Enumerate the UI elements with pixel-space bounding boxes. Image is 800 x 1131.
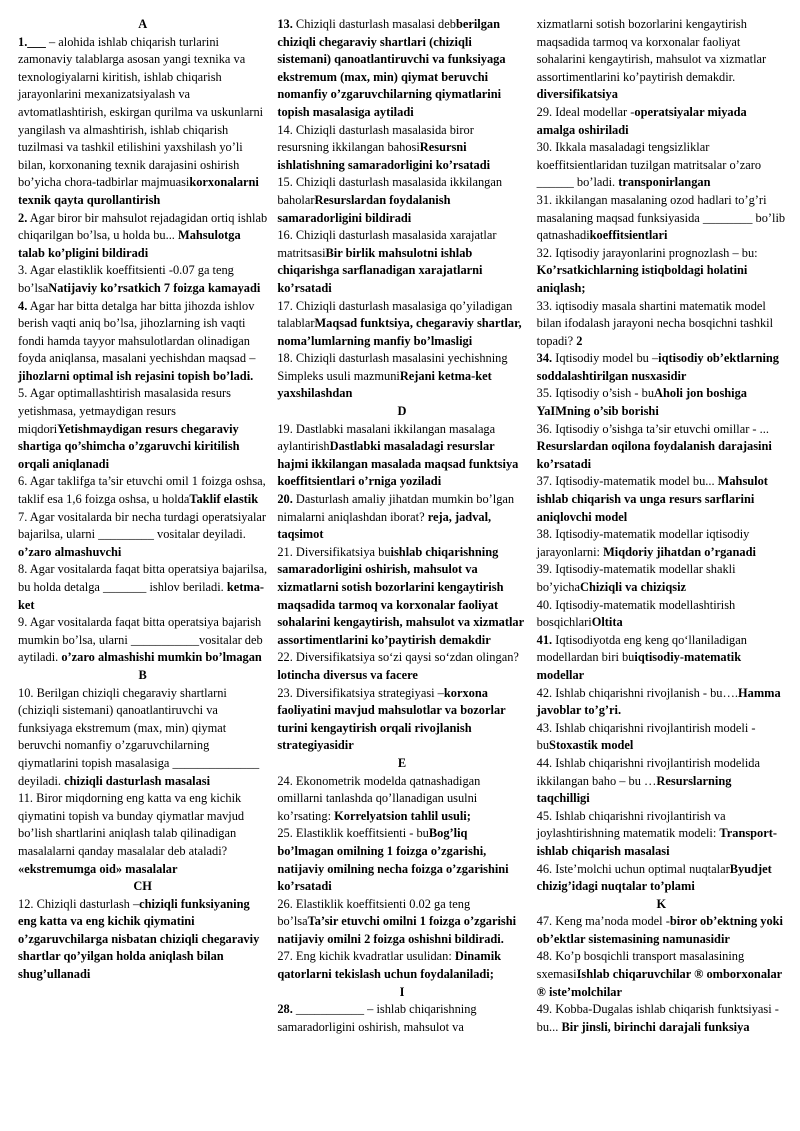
column-middle	[277, 16, 526, 1131]
question-item	[18, 509, 267, 562]
answer-text: Bir jinsli, birinchi darajali funksiya	[561, 1019, 750, 1034]
question-text: 31. ikkilangan masalaning ozod hadlari to’g’ri masalaning maqsad funksiyasida ________ bo’lib qatnashadi	[536, 192, 786, 243]
answer-text: Bog’liq bo’lmagan omilning 1 foizga o’zgarishi, natijaviy omilning necha foizga o’zgarishini ko’rsatadi	[277, 826, 509, 894]
question-item	[537, 913, 786, 948]
answer-text: 13.	[277, 17, 293, 31]
question-item	[18, 385, 267, 473]
question-item	[277, 421, 526, 491]
question-text: 3. Agar elastiklik koeffitsienti -0.07 ga teng bo’lsa	[18, 263, 234, 295]
question-text: 16. Chiziqli dasturlash masalasida xarajatlar matritsasi	[277, 228, 497, 260]
question-item	[277, 685, 526, 755]
answer-text: Natijaviy ko’rsatkich 7 foizga kamayadi	[48, 280, 261, 295]
question-item	[18, 685, 267, 791]
question-text: Chiziqli dasturlash masalasi deb	[292, 17, 456, 31]
column-right	[537, 16, 786, 1131]
question-item	[277, 298, 526, 351]
question-text: 25. Elastiklik koeffitsienti - bu	[277, 826, 429, 841]
question-item	[277, 948, 526, 983]
question-item	[537, 473, 786, 526]
answer-text: Taklif elastik	[189, 492, 259, 507]
question-text: 46. Iste’molchi uchun optimal nuqtalar	[536, 861, 730, 876]
question-item	[537, 104, 786, 139]
question-item	[277, 773, 526, 826]
answer-text: Resursni ishlatishning samaradorligini ko’rsatadi	[277, 140, 491, 172]
question-text: 17. Chiziqli dasturlash masalasiga qo’yiladigan talablar	[277, 298, 513, 331]
answer-text: Miqdoriy jihatdan o’rganadi	[603, 544, 756, 559]
question-item	[537, 561, 786, 596]
question-item	[277, 227, 526, 297]
answer-text: ishlab chiqarishning samaradorligini oshirish, mahsulot va xizmatlarni sotish bozorlarini kengaytirish maqsadida tarmoq va korxonalar faoliyat sohalarini kengaytirish, mahsulot va xizmatlar assortimentlarini ko’paytirish demakdir	[277, 544, 524, 647]
section-letter-heading: D	[397, 404, 407, 419]
question-text: 48. Ko’p bosqichli transport masalasining sxemasi	[536, 949, 745, 982]
question-text: 27. Eng kichik kvadratlar usulidan:	[277, 949, 455, 964]
question-text: 19. Dastlabki masalani ikkilangan masalaga aylantirish	[277, 421, 496, 454]
question-text: Iqtisodiyotda eng keng qo‘llaniladigan modellardan biri bu	[536, 632, 747, 665]
answer-text: korxona faoliyatini mavjud mahsulotlar va bozorlar turini kengaytirish orqali rivojlanish strategiyasidir	[277, 685, 506, 753]
question-item	[537, 16, 786, 104]
answer-text: Yetishmaydigan resurs chegaraviy shartiga qo’shimcha o’zgaruvchi kiritilish orqali aniqlanadi	[18, 421, 240, 471]
answer-text: Korrelyatsion tahlil usuli;	[334, 808, 471, 823]
question-item	[537, 597, 786, 632]
answer-text: Resurslardan foydalanish samaradorligini bildiradi	[277, 192, 451, 225]
question-text: 44. Ishlab chiqarishni rivojlantirish modelida ikkilangan baho – bu …	[536, 755, 760, 788]
section-letter-heading: B	[138, 667, 147, 682]
question-item	[18, 210, 267, 263]
answer-text: transponirlangan	[618, 175, 711, 190]
answer-text: iqtisodiy ob’ektlarning soddalashtirilgan nusxasidir	[536, 351, 780, 383]
answer-text: Hamma javoblar to’g’ri.	[536, 685, 781, 718]
question-text: ___________ – ishlab chiqarishning samaradorligini oshirish, mahsulot va	[277, 1002, 477, 1034]
question-item	[537, 1001, 786, 1036]
question-item	[18, 34, 267, 210]
question-item	[537, 685, 786, 720]
answer-text: koeffitsientlari	[589, 228, 668, 243]
answer-text: jihozlarni optimal ish rejasini topish bo’ladi.	[18, 368, 254, 383]
answer-text: 2.	[18, 210, 28, 225]
question-item	[537, 139, 786, 192]
question-text: 9. Agar vositalarda faqat bitta operatsiya bajarish mumkin bo’lsa, ularni ___________vositalar deb aytiladi.	[18, 615, 263, 665]
question-text: 29. Ideal modellar -	[536, 104, 635, 119]
answer-text: 28.	[277, 1002, 293, 1017]
question-text: 38. Iqtisodiy-matematik modellar iqtisodiy jarayonlarni:	[536, 527, 750, 559]
question-text: 43. Ishlab chiqarishni rivojlantirish modeli - bu	[536, 720, 756, 753]
question-text: 37. Iqtisodiy-matematik model bu...	[536, 474, 718, 489]
question-text: xizmatlarni sotish bozorlarini kengaytirish maqsadida tarmoq va korxonalar faoliyat sohalarini kengaytirish, mahsulot va xizmatlar assortimentlarini ko’paytirish demakdir.	[536, 17, 767, 84]
question-item	[537, 808, 786, 861]
answer-text: Stoxastik model	[549, 738, 634, 753]
question-item	[537, 245, 786, 298]
question-item	[537, 948, 786, 1001]
answer-text: 20.	[277, 492, 293, 507]
answer-text: Ko’rsatkichlarning istiqboldagi holatini aniqlash;	[536, 263, 748, 295]
section-letter-heading: CH	[133, 879, 152, 894]
question-text: 33. iqtisodiy masala shartini matematik model bilan ifodalash jarayoni necha bosqichni tashkil topadi?	[536, 298, 774, 348]
question-text: 18. Chiziqli dasturlash masalasini yechishning Simpleks usuli mazmuni	[277, 351, 508, 383]
question-item	[18, 473, 267, 508]
question-item	[537, 755, 786, 808]
question-text: 49. Kobba-Dugalas ishlab chiqarish funktsiyasi - bu...	[536, 1002, 779, 1034]
question-text: Iqtisodiy model bu –	[552, 351, 659, 366]
question-item	[537, 350, 786, 385]
question-text: 36. Iqtisodiy o’sishga ta’sir etuvchi omillar - ...	[536, 421, 769, 436]
question-item	[18, 298, 267, 386]
answer-text: Resurslardan oqilona foydalanish darajasini ko’rsatadi	[536, 439, 772, 471]
question-item	[277, 16, 526, 122]
question-item	[277, 174, 526, 227]
answer-text: diversifikatsiya	[536, 87, 618, 102]
answer-text: «ekstremumga oid» masalalar	[18, 861, 178, 876]
answer-text: korxonalarni texnik qayta qurollantirish	[18, 175, 259, 207]
answer-text: o’zaro almashishi mumkin bo’lmagan	[61, 650, 262, 665]
answer-text: Dastlabki masaladagi resurslar hajmi ikkilangan masalada maqsad funktsiya koeffitsientlari o’rniga yoziladi	[277, 439, 519, 489]
question-item	[277, 350, 526, 403]
question-item	[277, 649, 526, 684]
question-text: 22. Diversifikatsiya so‘zi qaysi so‘zdan olingan?	[277, 650, 519, 665]
question-text: Agar biror bir mahsulot rejadagidan ortiq ishlab chiqarilgan bo’lsa, u holda bu...	[18, 210, 268, 243]
question-item	[277, 825, 526, 895]
answer-text: lotincha diversus va facere	[277, 667, 418, 682]
question-item	[537, 632, 786, 685]
question-text: 32. Iqtisodiy jarayonlarini prognozlash – bu:	[536, 245, 758, 260]
answer-text: Chiziqli va chiziqsiz	[580, 580, 687, 594]
answer-text: Aholi jon boshiga YaIMning o’sib borishi	[536, 386, 747, 419]
question-text: 11. Biror miqdorning eng katta va eng kichik qiymatini topish va bunday qiymatlar mavjud bo’lish shartlarini aniqlash talab qilinadigan masalalarni qanday masalalar deb ataladi?	[18, 791, 245, 858]
answer-text: Mahsulot ishlab chiqarish va unga resurs sarflarini aniqlovchi model	[536, 474, 768, 524]
question-item	[277, 122, 526, 175]
answer-text: Ta’sir etuvchi omilni 1 foizga o’zgarishi natijaviy omilni 2 foizga oshishni bildiradi.	[277, 914, 517, 946]
question-item	[537, 192, 786, 245]
question-text: 40. Iqtisodiy-matematik modellashtirish bosqichlari	[536, 597, 736, 630]
section-letter-heading: E	[397, 755, 407, 770]
question-item	[537, 385, 786, 420]
question-item	[18, 614, 267, 667]
answer-text: Oltita	[591, 615, 623, 630]
answer-text: biror ob’ektning yoki ob’ektlar sistemasining namunasidir	[536, 914, 783, 946]
question-text: 5. Agar optimallashtirish masalasida resurs yetishmasa, yetmaydigan resurs miqdori	[18, 386, 232, 436]
question-item	[18, 262, 267, 297]
question-item	[537, 720, 786, 755]
answer-text: ketma-ket	[18, 580, 265, 612]
question-item	[277, 896, 526, 949]
answer-text: 34.	[536, 351, 553, 366]
question-item	[277, 544, 526, 650]
answer-text: Resurslarning taqchilligi	[536, 773, 732, 806]
question-text: 21. Diversifikatsiya bu	[277, 544, 391, 559]
answer-text: 41.	[536, 632, 553, 647]
section-letter-heading: K	[656, 896, 667, 911]
question-text: 39. Iqtisodiy-matematik modellar shakli bo’yicha	[536, 562, 736, 594]
question-item	[18, 561, 267, 614]
question-text: 10. Berilgan chiziqli chegaraviy shartlarni (chiziqli sistemani) qanoatlantiruvchi va funksiyaga ekstremum (max, min) qiymat beruvchi nomanfiy o’zgaruvchilarning qiymatlarini topish masalasiga ______________ deyiladi.	[18, 685, 260, 788]
question-item	[277, 491, 526, 544]
question-text: – alohida ishlab chiqarish turlarini zamonaviy talablarga asosan yangi texnika va texnologiyalarni kiritish, ishlab chiqarish jarayonlarini mexanizatsiyalash va avtomatlashtirish, eskirgan qurilma va uskunlarni yangilash va almashtirish, ishlab chiqarish tuzilmasi va tashkil etilishini yaxshilash yo’li bilan, korxonaning texnik darajasini oshirish bo’yicha chora-tadbirlar majmuasi	[18, 34, 264, 190]
question-text: 42. Ishlab chiqarishni rivojlanish - bu….	[536, 685, 738, 700]
answer-text: Maqsad funktsiya, chegaraviy shartlar, noma’lumlarning manfiy bo’lmasligi	[277, 316, 522, 348]
question-item	[18, 790, 267, 878]
question-item	[537, 298, 786, 351]
question-item	[277, 1001, 526, 1036]
answer-text: chiziqli dasturlash masalasi	[64, 773, 211, 788]
answer-text: 1.___	[18, 34, 46, 49]
column-left	[18, 16, 267, 1131]
answer-text: o’zaro almashuvchi	[18, 544, 122, 559]
question-text: 26. Elastiklik koeffitsienti 0.02 ga teng bo’lsa	[277, 896, 471, 929]
answer-text: Dinamik qatorlarni tekislash uchun foydalaniladi;	[277, 949, 502, 982]
answer-text: Rejani ketma-ket yaxshilashdan	[277, 368, 492, 401]
question-text: Agar har bitta detalga har bitta jihozda ishlov berish vaqti aniq bo’lsa, jihozlarning ish vaqti fondi hamda tayyor mahsulotlardan olinadigan foyda aniqlansa, masalani yechishdan maqsad –	[18, 298, 256, 366]
section-letter-heading: I	[399, 984, 405, 999]
answer-text: Byudjet chizig’idagi nuqtalar to’plami	[536, 861, 772, 894]
question-text: 6. Agar taklifga ta’sir etuvchi omil 1 foizga oshsa, taklif esa 1,6 foizga oshsa, u holda	[18, 474, 266, 507]
answer-text: iqtisodiy-matematik modellar	[536, 650, 742, 682]
question-text: Dasturlash amaliy jihatdan mumkin bo’lgan nimalarni aniqlashdan iborat?	[277, 492, 515, 524]
question-text: 7. Agar vositalarda bir necha turdagi operatsiyalar bajarilsa, ularni _________ vositalar deyiladi.	[18, 509, 267, 542]
question-text: 45. Ishlab chiqarishni rivojlantirish va joylashtirishning matematik modeli:	[536, 808, 726, 841]
answer-text: 2	[576, 333, 583, 348]
question-text: 35. Iqtisodiy o’sish - bu	[536, 386, 655, 401]
question-text: 47. Keng ma’noda model -	[536, 914, 670, 929]
question-text: 23. Diversifikatsiya strategiyasi –	[277, 685, 444, 700]
question-text: 8. Agar vositalarda faqat bitta operatsiya bajarilsa, bu holda detalga _______ ishlov beriladi.	[18, 562, 268, 594]
answer-text: 4.	[18, 298, 28, 313]
question-text: 15. Chiziqli dasturlash masalasida ikkilangan baholar	[277, 175, 503, 207]
answer-text: Ishlab chiqaruvchilar ® omborxonalar ® iste’molchilar	[536, 967, 782, 999]
question-item	[537, 421, 786, 474]
question-text: 12. Chiziqli dasturlash –	[18, 896, 140, 911]
question-item	[18, 896, 267, 984]
answer-text: Mahsulotga talab ko’pligini bildiradi	[18, 228, 241, 260]
answer-text: Transport-ishlab chiqarish masalasi	[536, 826, 777, 858]
answer-text: operatsiyalar miyada amalga oshiriladi	[536, 104, 747, 137]
question-item	[537, 861, 786, 896]
answer-text: chiziqli funksiyaning eng katta va eng kichik qiymatini o’zgaruvchilarga nisbatan chiziqli chegaraviy shartlar qo’yilgan holda aniqlash bilan shug’ullanadi	[18, 896, 260, 982]
question-text: 30. Ikkala masaladagi tengsizliklar koeffitsientlaridan tuzilgan matritsalar o’zaro ______ bo’ladi.	[536, 140, 762, 190]
answer-text: reja, jadval, taqsimot	[277, 509, 492, 542]
section-letter-heading: A	[138, 17, 148, 31]
question-text: 14. Chiziqli dasturlash masalasida biror resursning ikkilangan bahosi	[277, 122, 474, 155]
question-item	[537, 526, 786, 561]
question-text: 24. Ekonometrik modelda qatnashadigan omillarni tanlashda qo’llanadigan usulni ko’rsating:	[277, 773, 481, 823]
answer-text: Bir birlik mahsulotni ishlab chiqarishga sarflanadigan xarajatlarni ko’rsatadi	[277, 245, 483, 295]
answer-text: berilgan chiziqli chegaraviy shartlari (chiziqli sistemani) qanoatlantiruvchi va funksiyaga ekstremum (max, min) qiymat beruvchi nomanfiy o’zgaruvchilarning qiymatlarini topish masalasiga aytiladi	[277, 17, 506, 119]
